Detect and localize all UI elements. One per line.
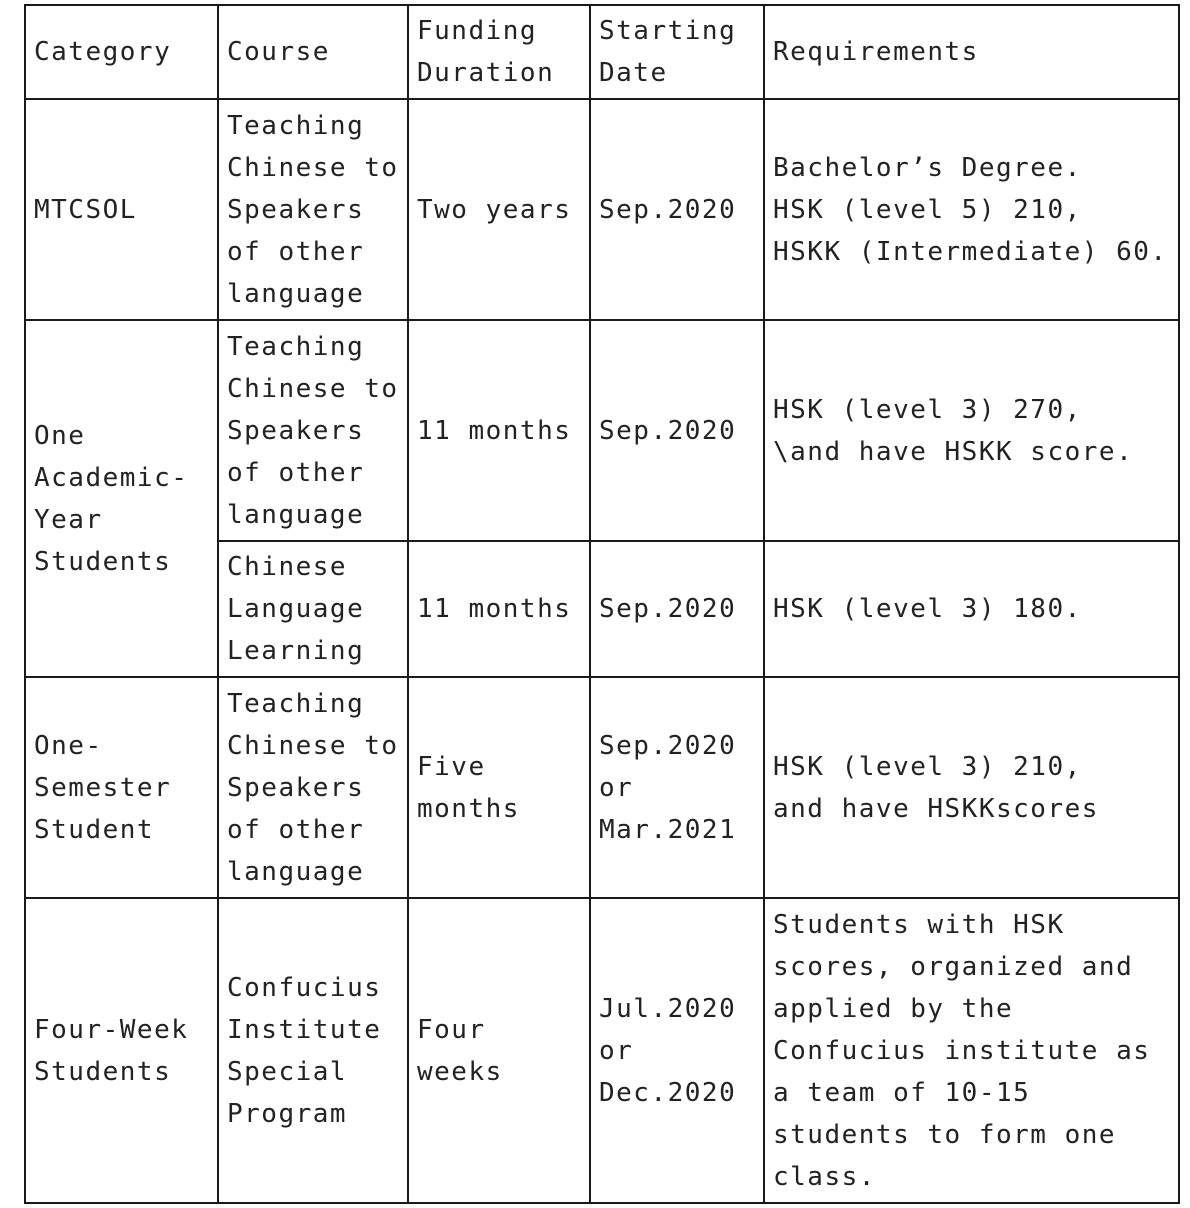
cell-course: Teaching Chinese to Speakers of other language (218, 99, 408, 320)
cell-course: Confucius Institute Special Program (218, 898, 408, 1203)
cell-requirements: Students with HSK scores, organized and applied by the Confucius institute as a team of 10-15 students to form one class. (764, 898, 1179, 1203)
cell-start-date: Jul.2020 or Dec.2020 (590, 898, 764, 1203)
cell-course: Teaching Chinese to Speakers of other language (218, 677, 408, 898)
table-row (25, 898, 1179, 1203)
cell-requirements: HSK (level 3) 180. (764, 541, 1179, 677)
cell-requirements: HSK (level 3) 210, and have HSKKscores (764, 677, 1179, 898)
cell-course: Teaching Chinese to Speakers of other language (218, 320, 408, 541)
table-row (25, 99, 1179, 320)
cell-course: Chinese Language Learning (218, 541, 408, 677)
cell-category: One Academic- Year Students (25, 320, 218, 677)
cell-duration: 11 months (408, 320, 590, 541)
cell-start-date: Sep.2020 (590, 99, 764, 320)
header-requirements: Requirements (764, 5, 1179, 99)
header-category: Category (25, 5, 218, 99)
cell-start-date: Sep.2020 or Mar.2021 (590, 677, 764, 898)
cell-start-date: Sep.2020 (590, 320, 764, 541)
cell-category: MTCSOL (25, 99, 218, 320)
table-row (25, 677, 1179, 898)
header-course: Course (218, 5, 408, 99)
cell-start-date: Sep.2020 (590, 541, 764, 677)
table-row (25, 320, 1179, 541)
cell-requirements: HSK (level 3) 270, \and have HSKK score. (764, 320, 1179, 541)
cell-requirements: Bachelor’s Degree. HSK (level 5) 210, HSKK (Intermediate) 60. (764, 99, 1179, 320)
cell-duration: Five months (408, 677, 590, 898)
scholarship-table (24, 4, 1180, 1204)
cell-duration: Two years (408, 99, 590, 320)
header-starting-date: Starting Date (590, 5, 764, 99)
cell-duration: 11 months (408, 541, 590, 677)
cell-duration: Four weeks (408, 898, 590, 1203)
cell-category: Four-Week Students (25, 898, 218, 1203)
cell-category: One- Semester Student (25, 677, 218, 898)
header-funding-duration: Funding Duration (408, 5, 590, 99)
table-header-row (25, 5, 1179, 99)
